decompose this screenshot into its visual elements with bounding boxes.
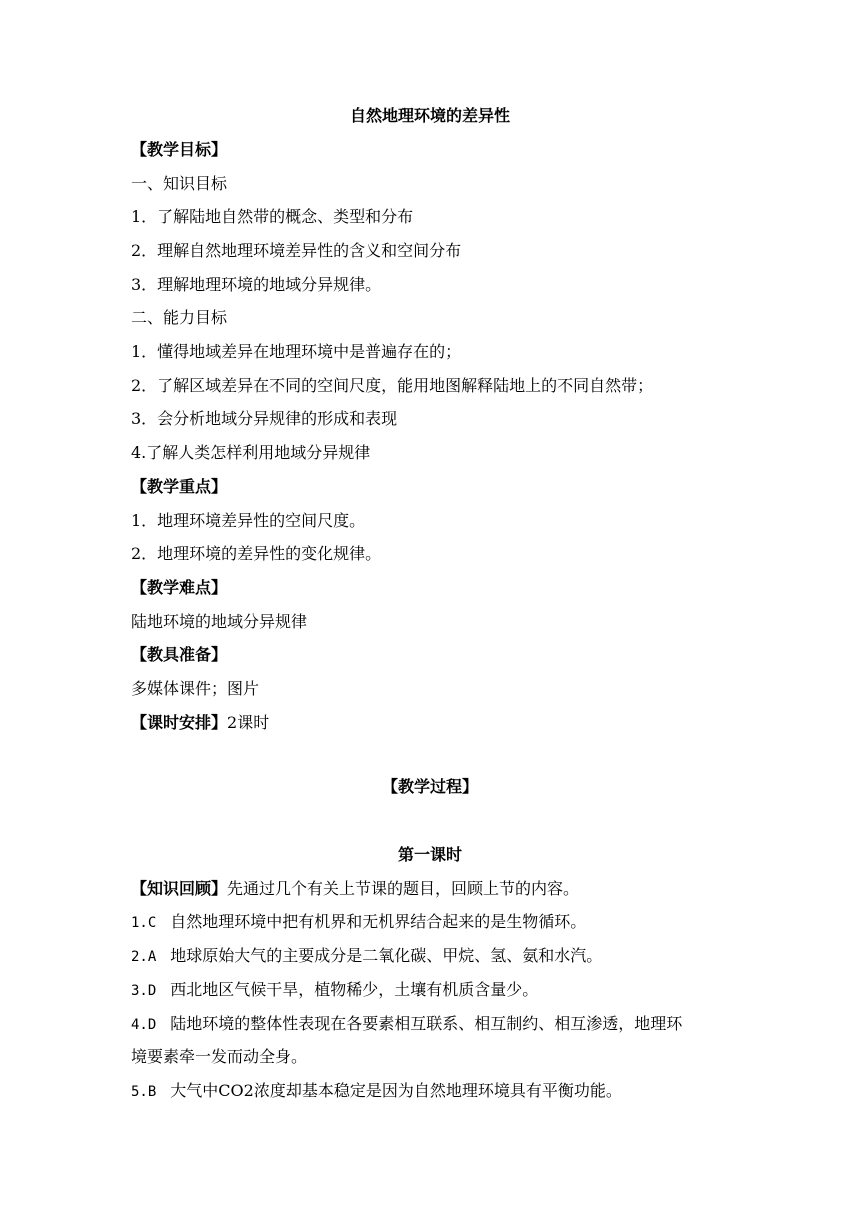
knowledge-heading: 一、知识目标 — [131, 174, 228, 193]
knowledge-item-3: 3．理解地理环境的地域分异规律。 — [131, 275, 382, 294]
knowledge-item-2: 2．理解自然地理环境差异性的含义和空间分布 — [131, 241, 462, 260]
ability-item-2: 2．了解区域差异在不同的空间尺度，能用地图解释陆地上的不同自然带； — [131, 376, 654, 395]
ability-heading: 二、能力目标 — [131, 308, 228, 327]
lesson-heading: 第一课时 — [397, 845, 462, 864]
materials-heading: 【教具准备】 — [131, 645, 228, 664]
key-point-1: 1．地理环境差异性的空间尺度。 — [131, 511, 366, 530]
key-points-heading: 【教学重点】 — [131, 477, 228, 496]
review-text: 先通过几个有关上节课的题目，回顾上节的内容。 — [227, 879, 580, 898]
review-line — [131, 879, 579, 899]
review-heading: 【知识回顾】 — [131, 879, 228, 898]
knowledge-item-1: 1．了解陆地自然带的概念、类型和分布 — [131, 207, 414, 226]
answer-item-2 — [131, 946, 602, 967]
ability-item-1: 1．懂得地域差异在地理环境中是普遍存在的； — [131, 342, 462, 361]
key-point-2: 2．地理环境的差异性的变化规律。 — [131, 544, 382, 563]
schedule-text: 2课时 — [227, 713, 270, 732]
answer-text: 陆地环境的整体性表现在各要素相互联系、相互制约、相互渗透，地理环 — [170, 1014, 683, 1033]
answer-text: 大气中CO2浓度却基本稳定是因为自然地理环境具有平衡功能。 — [170, 1081, 622, 1100]
answer-text: 自然地理环境中把有机界和无机界结合起来的是生物循环。 — [170, 912, 587, 931]
difficulty-text: 陆地环境的地域分异规律 — [131, 612, 308, 631]
answer-item-5 — [131, 1081, 622, 1102]
page-title: 自然地理环境的差异性 — [349, 106, 510, 125]
answer-code: 3.D — [131, 983, 157, 999]
answer-code: 1.C — [131, 915, 157, 931]
answer-code: 5.B — [131, 1084, 157, 1100]
ability-item-3: 3．会分析地域分异规律的形成和表现 — [131, 409, 398, 428]
difficulties-heading: 【教学难点】 — [131, 578, 228, 597]
schedule-heading: 【课时安排】 — [131, 713, 228, 732]
answer-text: 西北地区气候干旱，植物稀少，土壤有机质含量少。 — [170, 980, 539, 999]
answer-item-4 — [131, 1014, 682, 1035]
answer-text: 地球原始大气的主要成分是二氧化碳、甲烷、氢、氨和水汽。 — [170, 946, 603, 965]
ability-item-4: 4.了解人类怎样利用地域分异规律 — [131, 443, 371, 462]
answer-code: 4.D — [131, 1017, 157, 1033]
answer-item-3 — [131, 980, 538, 1001]
process-heading: 【教学过程】 — [381, 777, 478, 796]
schedule-line — [131, 713, 269, 733]
answer-item-1 — [131, 912, 586, 933]
answer-code: 2.A — [131, 949, 157, 965]
materials-text: 多媒体课件；图片 — [131, 679, 260, 698]
answer-item-4-continuation: 境要素牵一发而动全身。 — [131, 1047, 308, 1066]
objectives-heading: 【教学目标】 — [131, 140, 228, 159]
